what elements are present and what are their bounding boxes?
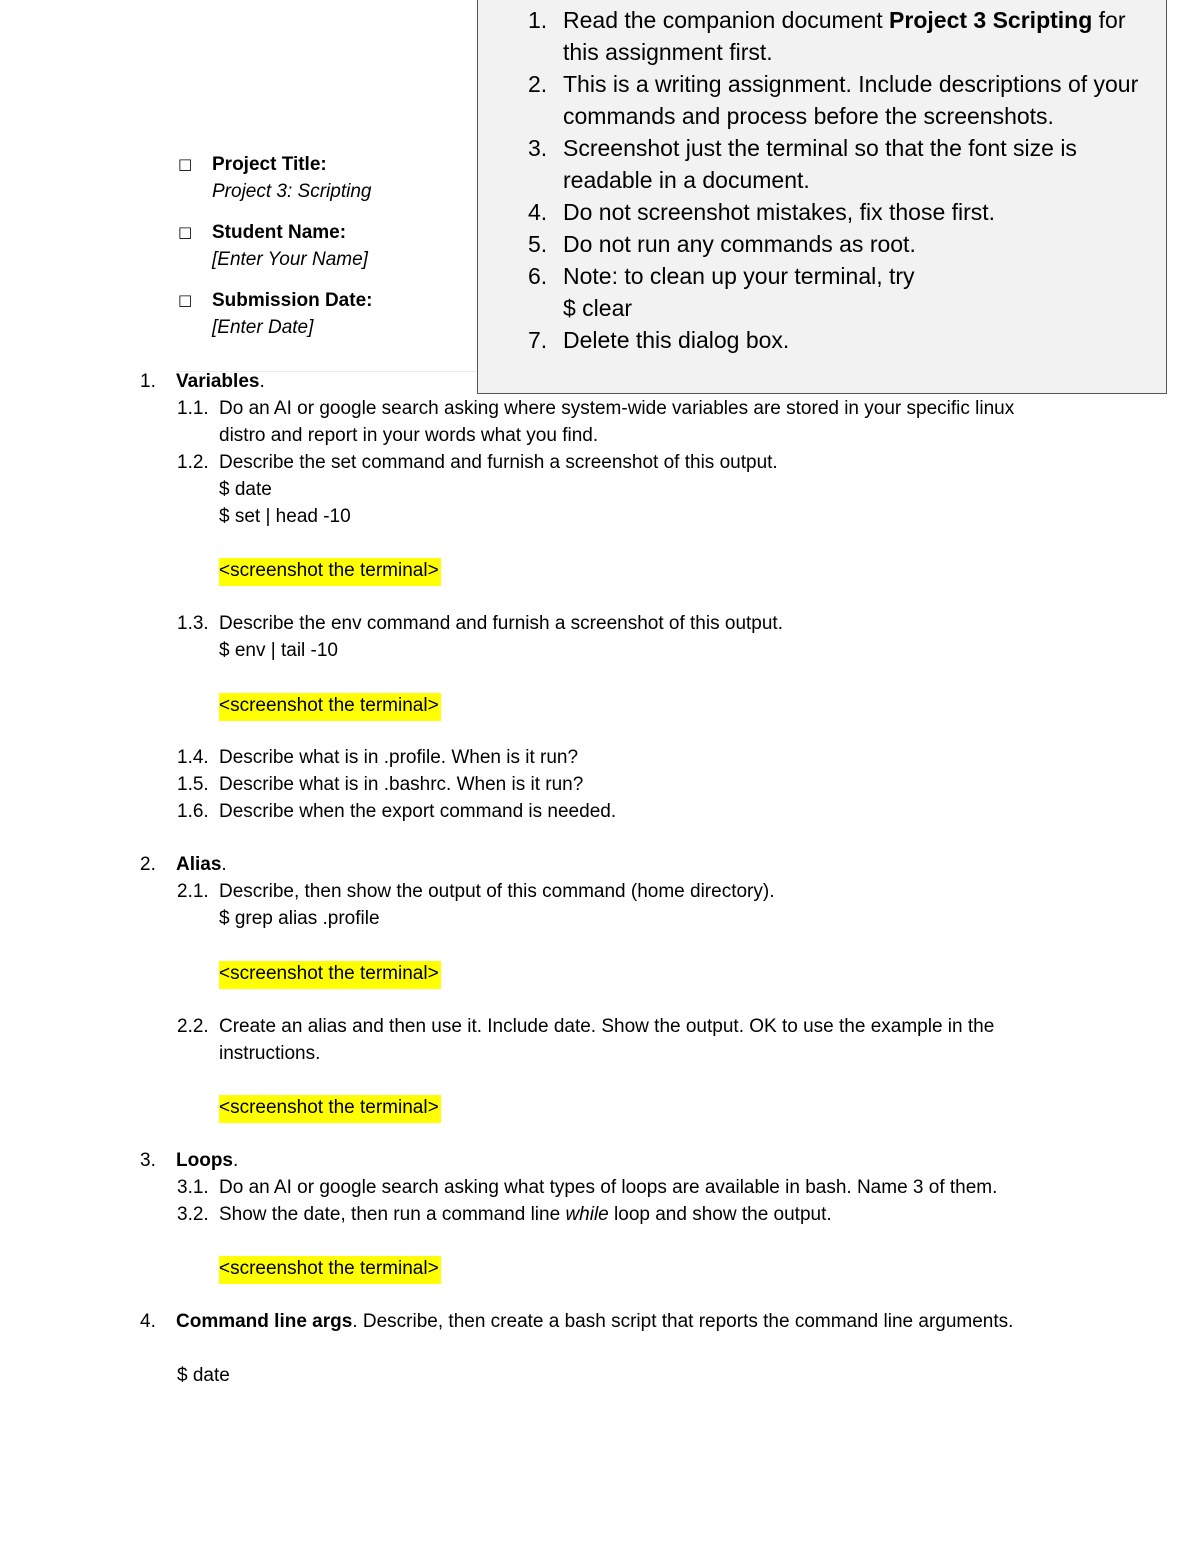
item-number: 3.2. <box>177 1204 209 1225</box>
section-number: 1. <box>140 371 156 392</box>
item-number: 1.4. <box>177 747 209 768</box>
section-number: 2. <box>140 854 156 875</box>
item-text: Describe, then show the output of this command (home directory). <box>219 881 775 902</box>
command-line: $ date <box>177 1365 230 1386</box>
command-line: $ env | tail -10 <box>219 640 339 661</box>
dialog-item-number: 3. <box>528 135 548 161</box>
item-number: 2.2. <box>177 1016 209 1037</box>
item-text: Describe the set command and furnish a screenshot of this output. <box>219 452 778 473</box>
command-line: $ grep alias .profile <box>219 908 380 929</box>
section-number: 3. <box>140 1150 156 1171</box>
command-line: $ set | head -10 <box>219 506 351 527</box>
student-name-label: Student Name: <box>212 222 347 243</box>
item-text: Create an alias and then use it. Include date. Show the output. OK to use the example in the <box>219 1016 995 1037</box>
dialog-item-number: 7. <box>528 327 548 353</box>
dialog-item-text: Do not run any commands as root. <box>563 231 916 257</box>
section-title-variables: Variables. <box>176 371 265 392</box>
item-text: Show the date, then run a command line while loop and show the output. <box>219 1204 832 1225</box>
screenshot-placeholder[interactable]: <screenshot the terminal> <box>219 961 441 989</box>
section-title-alias: Alias. <box>176 854 227 875</box>
item-text: Describe what is in .profile. When is it run? <box>219 747 579 768</box>
dialog-item-number: 5. <box>528 231 548 257</box>
item-text: distro and report in your words what you find. <box>219 425 599 446</box>
item-text: Describe the env command and furnish a screenshot of this output. <box>219 613 783 634</box>
checkbox-bullet-icon: □ <box>178 291 193 309</box>
dialog-item-text: Note: to clean up your terminal, try <box>563 263 915 289</box>
item-number: 1.6. <box>177 801 209 822</box>
submission-date-value: [Enter Date] <box>212 317 314 338</box>
dialog-item-text: Screenshot just the terminal so that the font size is <box>563 135 1077 161</box>
dialog-item-number: 1. <box>528 7 548 33</box>
item-number: 1.2. <box>177 452 209 473</box>
item-text: Do an AI or google search asking what types of loops are available in bash. Name 3 of them. <box>219 1177 998 1198</box>
screenshot-placeholder[interactable]: <screenshot the terminal> <box>219 558 441 586</box>
item-text: Describe when the export command is needed. <box>219 801 617 822</box>
dialog-item-text: commands and process before the screenshots. <box>563 103 1054 129</box>
item-text: Do an AI or google search asking where system-wide variables are stored in your specific linux <box>219 398 1015 419</box>
dialog-item-text: Read the companion document Project 3 Scripting for <box>563 7 1126 33</box>
section-number: 4. <box>140 1311 156 1332</box>
screenshot-placeholder[interactable]: <screenshot the terminal> <box>219 693 441 721</box>
item-number: 1.1. <box>177 398 209 419</box>
section-title-command-line-args: Command line args. Describe, then create a bash script that reports the command line arguments. <box>176 1311 1014 1332</box>
student-name-value: [Enter Your Name] <box>212 249 368 270</box>
screenshot-placeholder[interactable]: <screenshot the terminal> <box>219 1256 441 1284</box>
dialog-item-text: readable in a document. <box>563 167 810 193</box>
screenshot-placeholder[interactable]: <screenshot the terminal> <box>219 1095 441 1123</box>
item-number: 2.1. <box>177 881 209 902</box>
item-number: 3.1. <box>177 1177 209 1198</box>
item-number: 1.5. <box>177 774 209 795</box>
dialog-item-text: $ clear <box>563 295 633 321</box>
section-title-loops: Loops. <box>176 1150 239 1171</box>
dialog-item-number: 6. <box>528 263 548 289</box>
checkbox-bullet-icon: □ <box>178 155 193 173</box>
instructions-dialog-box[interactable] <box>477 0 1167 394</box>
dialog-item-text: Delete this dialog box. <box>563 327 790 353</box>
project-title-value: Project 3: Scripting <box>212 181 372 202</box>
dialog-item-text: This is a writing assignment. Include descriptions of your <box>563 71 1139 97</box>
item-text: Describe what is in .bashrc. When is it run? <box>219 774 584 795</box>
dialog-item-number: 4. <box>528 199 548 225</box>
checkbox-bullet-icon: □ <box>178 223 193 241</box>
item-text: instructions. <box>219 1043 321 1064</box>
dialog-item-text: this assignment first. <box>563 39 773 65</box>
item-number: 1.3. <box>177 613 209 634</box>
submission-date-label: Submission Date: <box>212 290 373 311</box>
project-title-label: Project Title: <box>212 154 327 175</box>
dialog-item-text: Do not screenshot mistakes, fix those first. <box>563 199 996 225</box>
dialog-item-number: 2. <box>528 71 548 97</box>
command-line: $ date <box>219 479 272 500</box>
